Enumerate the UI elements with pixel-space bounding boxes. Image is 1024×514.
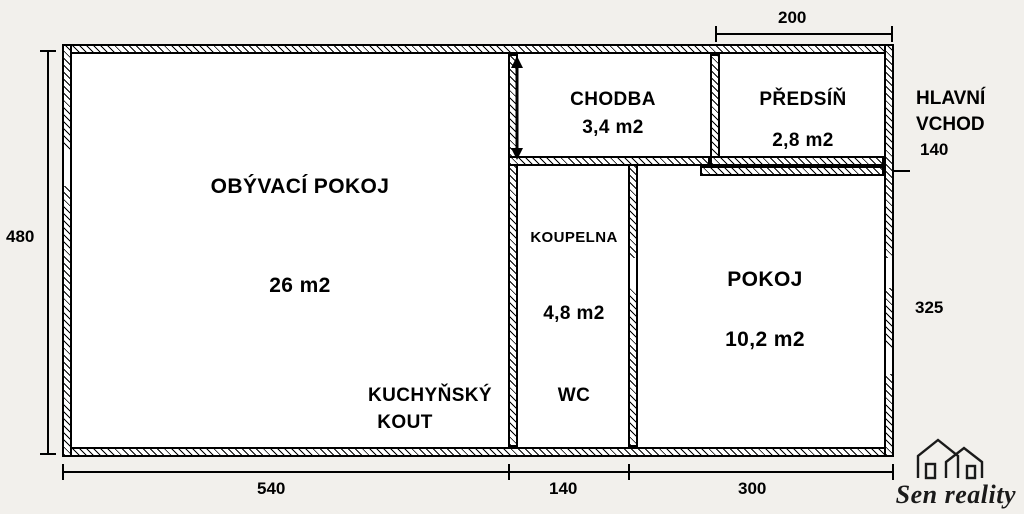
room-label-chodba: CHODBA (570, 89, 656, 110)
dimension-top-right: 200 (778, 8, 807, 27)
dimtick-left-bottom (40, 453, 56, 455)
dimtick-bottom-right (892, 464, 894, 480)
watermark (896, 436, 1016, 510)
room-area-pokoj: 10,2 m2 (725, 328, 805, 351)
door-gap-living-left (64, 150, 70, 186)
dimtick-bottom-2 (628, 464, 630, 480)
entrance-label-line1: HLAVNÍ (916, 88, 986, 109)
wall-room-top (700, 166, 884, 176)
chodba-height-arrow (506, 56, 528, 160)
dimline-left (47, 50, 49, 455)
door-gap-pokoj (886, 258, 892, 288)
room-label-wc: WC (557, 385, 591, 406)
room-label-obyvaci-pokoj: OBÝVACÍ POKOJ (210, 175, 390, 198)
dimension-bottom-mid: 140 (549, 479, 578, 498)
room-area-chodba: 3,4 m2 (582, 117, 644, 138)
door-gap-pokoj-2 (886, 348, 892, 374)
house-icon (912, 436, 1016, 480)
dimtick-bottom-left (62, 464, 64, 480)
watermark-text: Sen reality (895, 480, 1016, 509)
dimtick-bottom-1 (508, 464, 510, 480)
dimline-bottom (62, 471, 894, 473)
dimension-right-top: 140 (920, 140, 949, 159)
room-label-pokoj: POKOJ (727, 268, 803, 291)
wall-predsin-left (710, 54, 720, 166)
room-label-predsin: PŘEDSÍŇ (759, 89, 847, 110)
room-label-kuchynsky-kout: KUCHYŇSKÝ (368, 385, 492, 406)
room-area-predsin: 2,8 m2 (772, 130, 834, 151)
room-label-koupelna: KOUPELNA (530, 229, 618, 246)
dimtick-right-mid (892, 170, 910, 172)
dimension-bottom-left: 540 (257, 479, 286, 498)
wall-predsin-bottom (710, 156, 884, 166)
wall-outer-left (62, 44, 72, 457)
dimtick-top-right-left (715, 26, 717, 42)
dimension-right-bottom: 325 (915, 298, 944, 317)
dimtick-top-right-right (891, 26, 893, 42)
entrance-label-line2: VCHOD (916, 113, 985, 135)
door-gap-bath (630, 258, 636, 288)
dimension-bottom-right: 300 (738, 479, 767, 498)
room-area-koupelna: 4,8 m2 (543, 303, 605, 324)
entrance-label (916, 86, 985, 137)
wall-hall-bottom (508, 156, 710, 166)
dimline-top-right (716, 33, 893, 35)
dimtick-left-top (40, 50, 56, 52)
room-area-obyvaci-pokoj: 26 m2 (269, 274, 331, 297)
wall-outer-bottom (62, 447, 894, 457)
wall-outer-top (62, 44, 894, 54)
room-label-kuchynsky-kout-2: KOUT (377, 412, 433, 433)
dimension-left: 480 (6, 227, 35, 246)
